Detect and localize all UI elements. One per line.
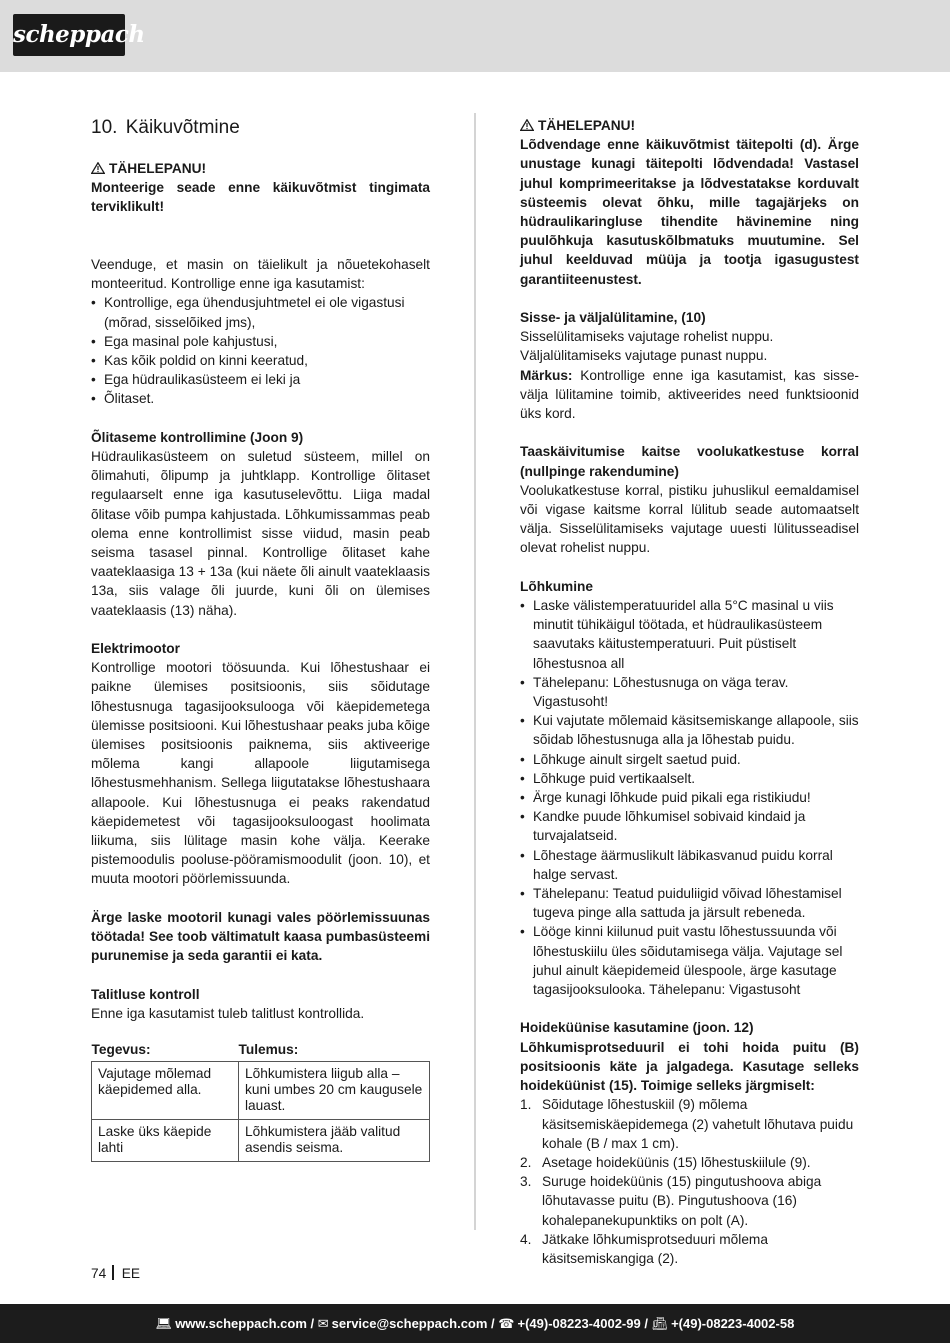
website-link[interactable]: www.scheppach.com / — [175, 1316, 315, 1331]
fax-icon: 📠︎ — [651, 1316, 669, 1331]
warning-heading: TÄHELEPANU! — [520, 116, 859, 135]
list-item: • Tähelepanu: Teatud puiduliigid võivad lõhestamisel tugeva pinge alla sattuda ja järsult rebeneda. — [520, 884, 859, 922]
list-item: 2. Asetage hoideküünis (15) lõhestuskiilule (9). — [520, 1154, 811, 1170]
intro-text: Veenduge, et masin on täielikult ja nõuetekohaselt monteeritud. Kontrollige enne iga kasutamist: — [91, 256, 430, 292]
list-item: • Lõhkuge ainult sirgelt saetud puid. — [520, 750, 859, 769]
table-cell: Laske üks käepide lahti — [92, 1120, 239, 1162]
list-item: • Ega masinal pole kahjustusi, — [91, 332, 430, 351]
claw-steps — [520, 1095, 859, 1268]
splitting-list — [520, 596, 859, 999]
table-header: Tulemus: — [238, 1042, 299, 1058]
list-item: 3. Suruge hoideküünis (15) pingutushoova abiga lõhutavasse puitu (B). Pingutushoova (16) kohalepanekupunktiks on polt (A). — [520, 1174, 822, 1228]
switch-off-text: Väljalülitamiseks vajutage punast nuppu. — [520, 348, 768, 364]
fax-number: +(49)-08223-4002-58 — [671, 1316, 795, 1331]
phone-number: +(49)-08223-4002-99 / — [517, 1316, 648, 1331]
switch-heading: Sisse- ja väljalülitamine, (10) — [520, 310, 706, 326]
phone-icon: ☎︎ — [498, 1316, 515, 1331]
table-cell: Lõhkumistera jääb valitud asendis seisma. — [239, 1120, 430, 1162]
warning-triangle-icon — [520, 119, 534, 131]
list-item: • Lõhkuge puid vertikaalselt. — [520, 769, 859, 788]
mail-icon: ✉︎ — [317, 1316, 329, 1331]
language-code: EE — [121, 1266, 140, 1281]
header-band — [0, 0, 950, 72]
motor-text: Kontrollige mootori töösuunda. Kui lõhestushaar ei paikne ülemises positsioonis, siis sõidutage lõhestusnuga tagasijooksulooga või käepidemetega ülemisse positsiooni. Kui lõhestushaar peaks juba kõige ülemises positsioonis paiknema, siis aktiveerige mõlema kangi allapoole liigutamisega lõhestusmehhanism. Sellega liigutatakse lõhestushaara allapoole. Kui lõhestusnuga ei peaks rakendatud käepidemetest või tagasijooksuloogast hoolimata liikuma, siis lülitage masin kohe välja. Keerake pistemoodulis pooluse-pööramismoodulit (joon. 10), et muuta mootori pöörlemissuunda. — [91, 660, 430, 887]
list-item: • Õlitaset. — [91, 389, 430, 408]
note-text: Märkus: Kontrollige enne iga kasutamist, kas sisse-välja lülitamine toimib, aktiveerides need funktsioonid üks kord. — [520, 367, 859, 422]
list-item: • Kandke puude lõhkumisel sobivaid kindaid ja turvajalatseid. — [520, 807, 859, 845]
warning-heading: TÄHELEPANU! — [91, 159, 430, 178]
email-link[interactable]: service@scheppach.com / — [331, 1316, 495, 1331]
oil-heading: Õlitaseme kontrollimine (Joon 9) — [91, 429, 304, 445]
warning-text: Monteerige seade enne käikuvõtmist tingimata terviklikult! — [91, 180, 430, 215]
list-item: • Lööge kinni kiilunud puit vastu lõhestussuunda või lõhestuskiilu üles sõidutamisega välja. Vajutage sel juhul ainult käepidemeid ülespoole, ärge kasutage tagasijooksulooka. Tähelepanu: Vigastusoht — [520, 922, 859, 999]
right-column — [520, 116, 859, 1268]
section-title — [91, 116, 430, 140]
table-row — [92, 1062, 430, 1120]
list-item: • Kas kõik poldid on kinni keeratud, — [91, 351, 430, 370]
list-item: • Lõhestage äärmuslikult läbikasvanud puidu korral halge servast. — [520, 846, 859, 884]
contact-bar — [0, 1304, 950, 1343]
left-column — [91, 116, 430, 1162]
contact-line — [0, 1304, 950, 1343]
list-item: • Kui vajutate mõlemaid käsitsemiskange allapoole, siis sõidab lõhestusnuga alla ja lõhestab puidu. — [520, 711, 859, 749]
switch-on-text: Sisselülitamiseks vajutage rohelist nuppu. — [520, 329, 774, 345]
checklist — [91, 293, 430, 408]
computer-icon: 💻︎ — [155, 1316, 173, 1331]
page-number: 74 — [91, 1266, 107, 1281]
warning-triangle-icon — [91, 162, 105, 174]
warning-text: Lõdvendage enne käikuvõtmist täitepolti (d). Ärge unustage kunagi täitepolti lõdvendada! Vastasel juhul komprimeeritakse ja lõdvestatakse korduvalt süsteemis olevat õhku, mille tagajärjeks on hüdraulikaringluse tihendite hävinemine ning puulõhkuja kasutuskõlbmatuks muutumine. Sel juhul keelduvad müüja ja tootja igasugustest garantiiteenustest. — [520, 137, 859, 287]
list-item: • Ega hüdraulikasüsteem ei leki ja — [91, 370, 430, 389]
function-check-table — [91, 1042, 430, 1162]
list-item: • Ärge kunagi lõhkude puid pikali ega ristikiudu! — [520, 788, 859, 807]
table-row — [92, 1120, 430, 1162]
section-title-text: Käikuvõtmine — [125, 117, 240, 138]
motor-warning: Ärge laske mootoril kunagi vales pöörlemissuunas töötada! See toob vältimatult kaasa pumbasüsteemi purunemise ja seda garantii ei kata. — [91, 909, 430, 964]
restart-heading: Taaskäivitumise kaitse voolukatkestuse korral (nullpinge rakendumine) — [520, 444, 859, 479]
table-header: Tegevus: — [91, 1042, 151, 1058]
table-cell: Vajutage mõlemad käepidemed alla. — [92, 1062, 239, 1120]
column-divider — [474, 113, 476, 1230]
restart-text: Voolukatkestuse korral, pistiku juhuslikul eemaldamisel või vigase kaitsme korral lülitub seade automaatselt välja. Sisselülitamiseks vajutage uuesti lülitusseadisel olevat rohelist nuppu. — [520, 482, 859, 556]
list-item: • Tähelepanu: Lõhestusnuga on väga terav. Vigastusoht! — [520, 673, 859, 711]
claw-intro: Lõhkumisprotseduuril ei tohi hoida puitu (B) positsioonis käte ja jalgadega. Kasutage selleks hoideküünist (15). Toimige selleks järgmiselt: — [520, 1039, 859, 1094]
oil-text: Hüdraulikasüsteem on suletud süsteem, millel on õlimahuti, õlipump ja juhtklapp. Kontrollige õlitaset regulaarselt enne iga kasutuselevõttu. Liiga madal õlitase võib pumpa kahjustada. Lõhkumissammas peab olema enne kontrollimist sisse viidud, masin peab seisma tasasel pinnal. Kontrollige õlitaset kahe vaateklaasiga 13 + 13a (kui näete õli ainult vaateklaasis 13a, siis valage õli juurde, kuni õli on ülemises vaateklaasis (13) näha). — [91, 449, 430, 618]
function-check-heading: Talitluse kontroll — [91, 986, 200, 1002]
splitting-heading: Lõhkumine — [520, 578, 594, 594]
footer-separator — [112, 1265, 114, 1280]
table-cell: Lõhkumistera liigub alla – kuni umbes 20 cm kaugusele lauast. — [239, 1062, 430, 1120]
scheppach-logo — [13, 14, 145, 56]
logo-text: scheppach — [13, 21, 145, 48]
list-item: • Kontrollige, ega ühendusjuhtmetel ei ole vigastusi (mõrad, sisselõiked jms), — [91, 293, 430, 331]
page-footer — [91, 1265, 140, 1283]
list-item: 1. Sõidutage lõhestuskiil (9) mõlema käsitsemiskäepidemega (2) vahetult lõhutava puidu kohale (B / max 1 cm). — [520, 1097, 854, 1151]
motor-heading: Elektrimootor — [91, 641, 180, 657]
claw-heading: Hoideküünise kasutamine (joon. 12) — [520, 1020, 754, 1036]
list-item: • Laske välistemperatuuridel alla 5°C masinal u viis minutit tühikäigul töötada, et hüdraulikasüsteem saavutaks käitustemperatuuri. Puit püstiselt lõhestusnoa all — [520, 596, 859, 673]
function-check-text: Enne iga kasutamist tuleb talitlust kontrollida. — [91, 1005, 365, 1021]
list-item: 4. Jätkake lõhkumisprotseduuri mõlema käsitsemiskangiga (2). — [520, 1231, 768, 1266]
section-number: 10. — [91, 117, 118, 138]
